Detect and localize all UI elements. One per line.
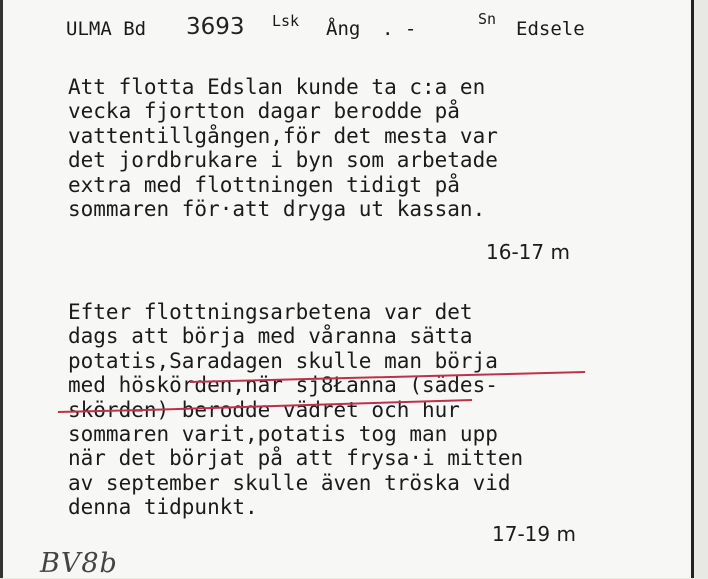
text-line: av september skulle även tröska vid [68, 470, 511, 495]
page-ref-2: 17-19 m [492, 522, 576, 546]
text-line: när det börjat på att frysa·i mitten [68, 446, 524, 471]
margin-note: BV8b [40, 548, 118, 579]
text-line: Efter flottningsarbetena var det [68, 300, 473, 324]
text-line: vecka fjortton dagar berodde på [68, 99, 460, 124]
text-line: Att flotta Edslan kunde ta c:a en [68, 75, 486, 99]
landskap-value: Ång [326, 18, 361, 40]
text-line: potatis,Saradagen skulle man börja [68, 348, 498, 373]
text-line: med höskörden,när sj8Łanna (sädes- [68, 373, 498, 398]
socken-value: Edsele [516, 18, 585, 40]
text-line: denna tidpunkt. [68, 495, 258, 520]
underline-saradagen [190, 372, 585, 382]
archive-id: ULMA Bd [66, 18, 147, 40]
text-line: dags att börja med våranna sätta [68, 324, 473, 349]
text-line: vattentillgången,för det mesta var [68, 123, 498, 148]
underline-hoskorden [58, 400, 472, 412]
text-line: extra med flottningen tidigt på [68, 172, 460, 197]
sn-label: Sn [478, 10, 497, 28]
lsk-label: Lsk [272, 12, 300, 30]
card-edge [694, 0, 708, 578]
page-ref-1: 16-17 m [486, 240, 570, 264]
text-line: sommaren för·att dryga ut kassan. [68, 196, 486, 221]
header-dots: . - [382, 18, 417, 40]
text-line: sommaren varit,potatis tog man upp [68, 421, 498, 446]
text-line: skörden) berodde vädret och hur [68, 397, 460, 422]
archive-number: 3693 [186, 14, 245, 40]
text-line: det jordbrukare i byn som arbetade [68, 148, 498, 173]
